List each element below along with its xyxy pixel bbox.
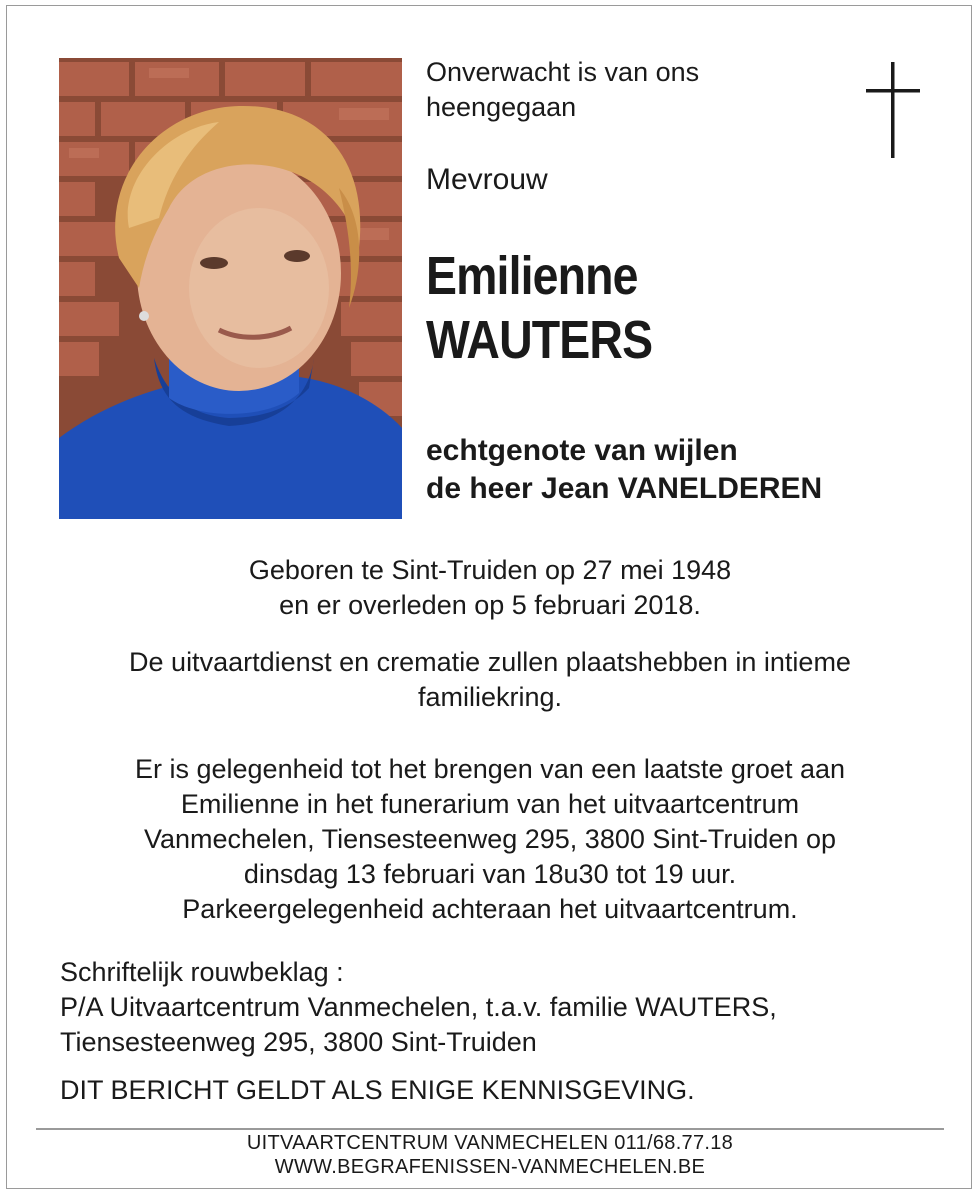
condol-line-3: Tiensesteenweg 295, 3800 Sint-Truiden: [60, 1027, 537, 1057]
intro-line-2: heengegaan: [426, 92, 577, 122]
spouse-line-2: de heer Jean VANELDEREN: [426, 472, 823, 505]
visit-line-2: Emilienne in het funerarium van het uitvaartcentrum: [180, 789, 800, 819]
footer-divider: [36, 1128, 944, 1130]
birth-line-1: Geboren te Sint-Truiden op 27 mei 1948: [248, 555, 732, 585]
visit-line-3: Vanmechelen, Tiensesteenweg 295, 3800 Sint-Truiden op: [144, 824, 836, 854]
visit-line-4: dinsdag 13 februari van 18u30 tot 19 uur.: [243, 859, 737, 889]
visit-line-1: Er is gelegenheid tot het brengen van een laatste groet aan: [134, 754, 845, 784]
intro-line-1: Onverwacht is van ons: [426, 57, 700, 87]
spouse-line-1: echtgenote van wijlen: [426, 434, 738, 467]
condol-line-2: P/A Uitvaartcentrum Vanmechelen, t.a.v. familie WAUTERS,: [60, 992, 777, 1022]
condolences-text: [60, 955, 777, 1060]
notice-text: DIT BERICHT GELDT ALS ENIGE KENNISGEVING.: [60, 1075, 695, 1105]
last-name: WAUTERS: [426, 310, 653, 370]
portrait-photo: [59, 58, 402, 519]
condol-line-1: Schriftelijk rouwbeklag :: [60, 957, 344, 987]
footer-line-1: UITVAARTCENTRUM VANMECHELEN 011/68.77.18: [246, 1132, 734, 1154]
visit-line-5: Parkeergelegenheid achteraan het uitvaartcentrum.: [182, 894, 798, 924]
funeral-text: [0, 645, 980, 715]
first-name: Emilienne: [426, 246, 638, 306]
birth-death-text: [0, 553, 980, 623]
salutation: Mevrouw: [426, 163, 548, 196]
funeral-line-2: familiekring.: [417, 682, 563, 712]
spouse-text: [426, 432, 966, 508]
birth-line-2: en er overleden op 5 februari 2018.: [279, 590, 701, 620]
deceased-name: [426, 244, 652, 372]
cross-icon: [862, 62, 924, 158]
intro-text: [426, 55, 826, 125]
footer: [0, 1131, 980, 1179]
funeral-line-1: De uitvaartdienst en crematie zullen plaatshebben in intieme: [129, 647, 851, 677]
footer-website: WWW.BEGRAFENISSEN-VANMECHELEN.BE: [274, 1156, 706, 1178]
visitation-text: [0, 752, 980, 927]
